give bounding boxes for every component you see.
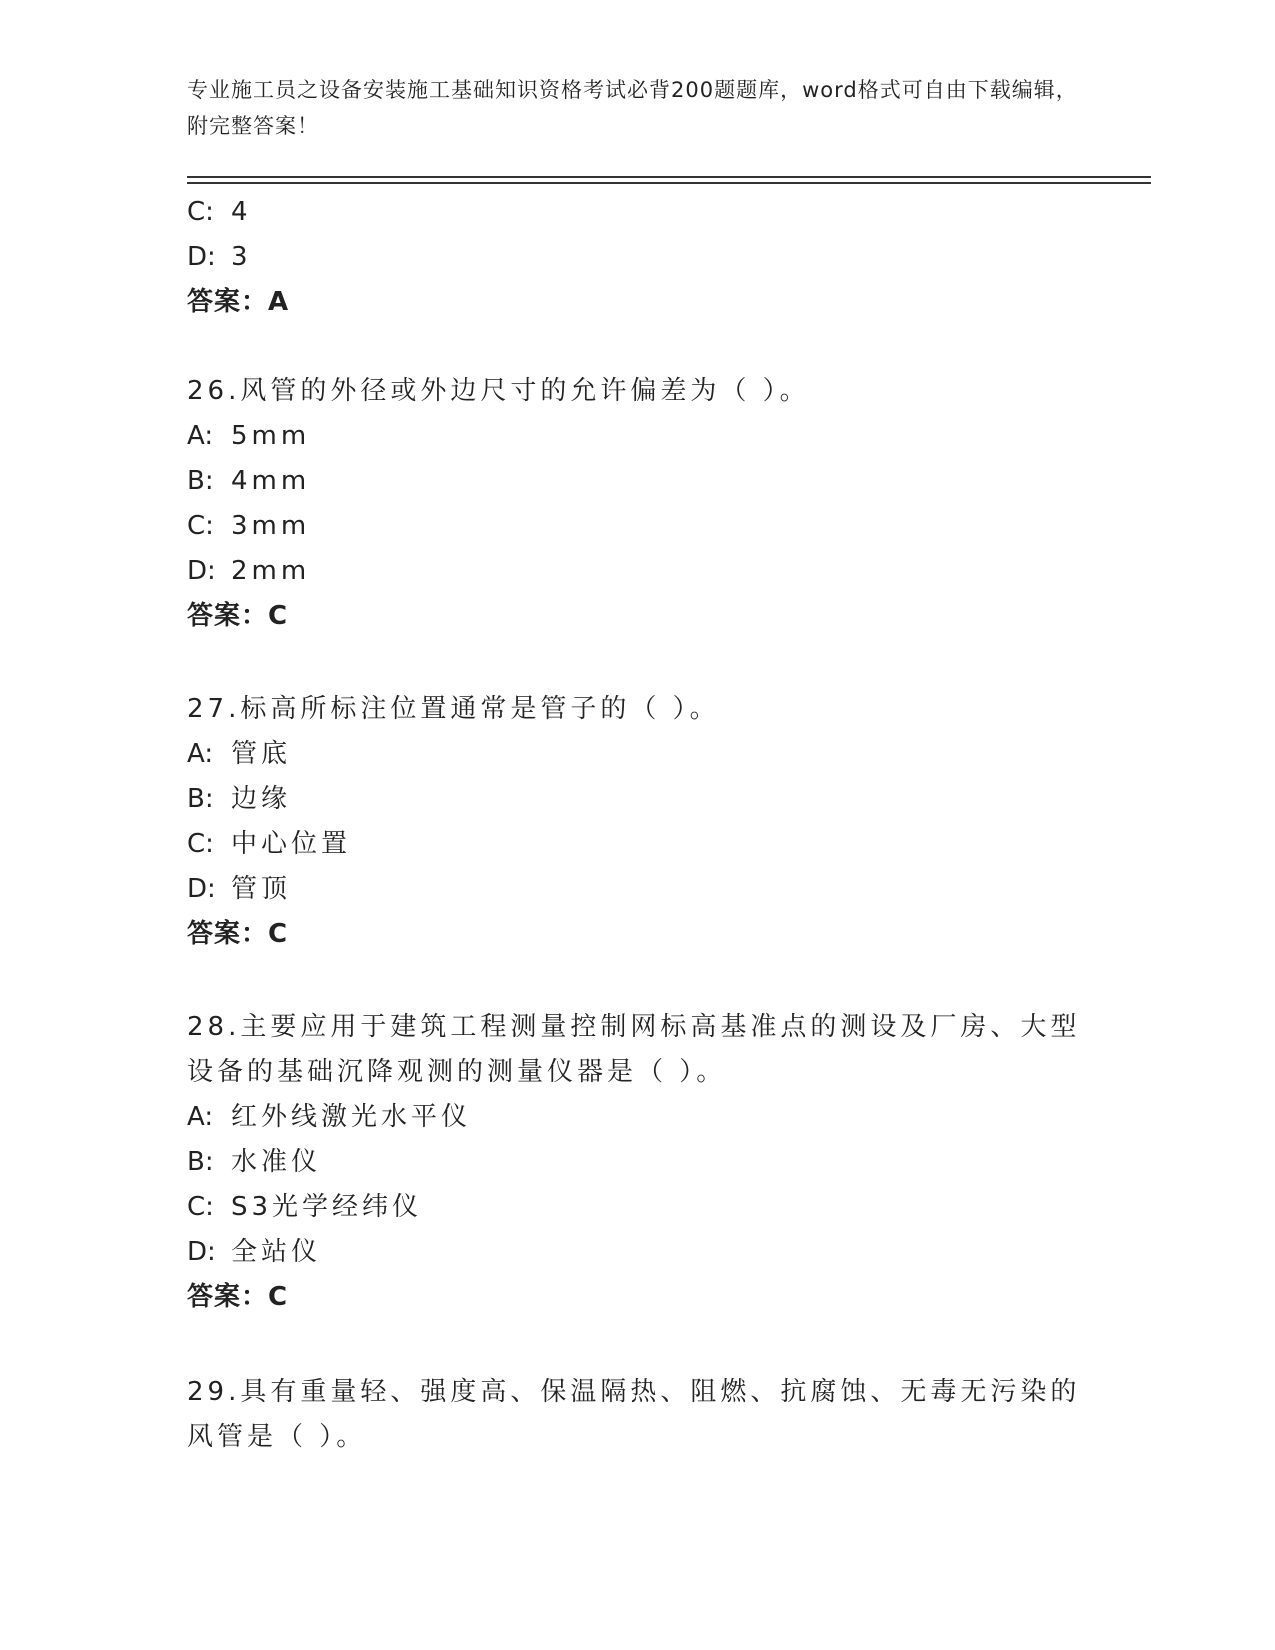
option-c [187,822,1107,867]
option-a [187,414,1107,459]
option-d [187,867,1107,912]
option-d [187,549,1107,594]
option-label: B: [187,1147,214,1177]
option-text: 管顶 [231,874,292,904]
option-d [187,1230,1107,1275]
option-text: 管底 [231,739,292,769]
option-label: C: [187,511,214,541]
option-label: C: [187,1192,214,1222]
option-label: D: [187,1237,216,1267]
option-label: D: [187,556,216,586]
option-c [187,190,1107,235]
question-text: 29.具有重量轻、强度高、保温隔热、阻燃、抗腐蚀、无毒无污染的风管是（ ）。 [187,1377,1081,1452]
option-b [187,459,1107,504]
option-b [187,1140,1107,1185]
option-label: A: [187,421,214,451]
option-text: 边缘 [231,784,292,814]
option-text: 3mm [231,511,311,541]
option-text: 4 [231,197,252,227]
answer: 答案：A [187,287,290,317]
answer: 答案：C [187,1282,289,1312]
option-label: B: [187,784,214,814]
question-text: 27.标高所标注位置通常是管子的（ ）。 [187,694,720,724]
option-label: D: [187,874,216,904]
option-text: 4mm [231,466,311,496]
question-26 [187,369,1107,639]
answer: 答案：C [187,601,289,631]
option-text: 全站仪 [231,1237,322,1267]
option-b [187,777,1107,822]
option-label: C: [187,197,214,227]
question-27 [187,687,1107,957]
question-29 [187,1370,1107,1460]
option-text: 2mm [231,556,311,586]
option-text: 红外线激光水平仪 [231,1102,472,1132]
header-rule-bottom [187,182,1151,184]
question-text: 28.主要应用于建筑工程测量控制网标高基准点的测设及厂房、大型设备的基础沉降观测的测量仪器是（ ）。 [187,1012,1081,1087]
option-text: 中心位置 [231,829,352,859]
question-text: 26.风管的外径或外边尺寸的允许偏差为（ ）。 [187,376,810,406]
option-label: A: [187,1102,214,1132]
document-title: 专业施工员之设备安装施工基础知识资格考试必背200题题库，word格式可自由下载编辑，附完整答案！ [187,78,1078,138]
header-rule-top [187,176,1151,178]
option-c [187,504,1107,549]
option-a [187,732,1107,777]
option-d [187,235,1107,280]
question-28 [187,1005,1107,1320]
option-label: C: [187,829,214,859]
option-c [187,1185,1107,1230]
option-a [187,1095,1107,1140]
option-text: S3光学经纬仪 [231,1192,423,1222]
document-header [187,72,1087,144]
option-label: B: [187,466,214,496]
answer: 答案：C [187,919,289,949]
question-25 [187,190,1107,325]
option-text: 3 [231,242,252,272]
option-label: D: [187,242,216,272]
option-label: A: [187,739,214,769]
option-text: 5mm [231,421,311,451]
option-text: 水准仪 [231,1147,322,1177]
